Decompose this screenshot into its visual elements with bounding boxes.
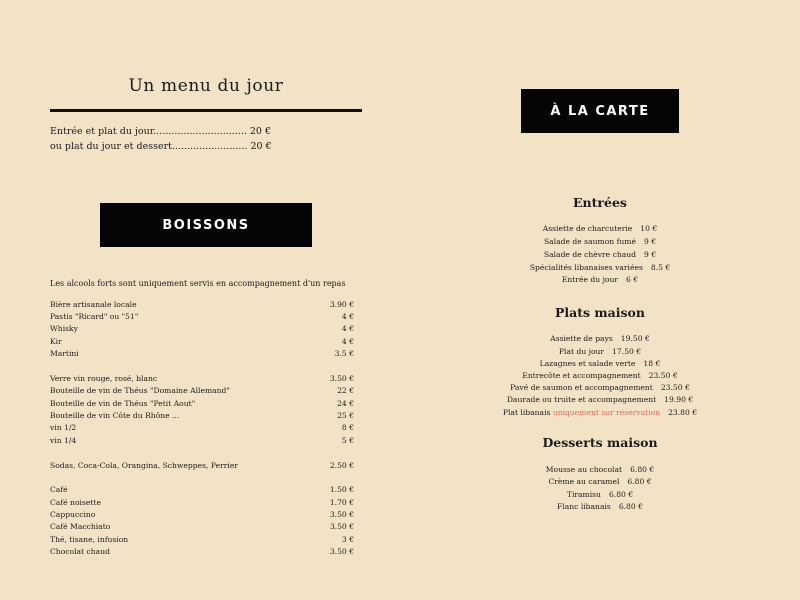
drink-name: Bouteille de vin Côte du Rhône ... xyxy=(50,411,180,420)
menu-du-jour-line: ou plat du jour et dessert......................... 20 € xyxy=(50,141,272,152)
item-name: Daurade ou truite et accompagnement xyxy=(506,395,657,404)
drink-price: 3.90 € xyxy=(329,300,354,309)
item-name: Plat libanais xyxy=(502,408,551,417)
item-name: Lazagnes et salade verte xyxy=(539,359,636,368)
menu-item xyxy=(440,407,760,419)
boissons-heading-label: BOISSONS xyxy=(162,217,250,233)
item-price: 6.80 € xyxy=(608,490,634,499)
drink-price: 4 € xyxy=(341,324,354,333)
drink-price: 3.50 € xyxy=(329,510,354,519)
drink-name: vin 1/4 xyxy=(50,436,77,445)
menu-item xyxy=(440,249,760,261)
drink-price: 3 € xyxy=(341,535,354,544)
drink-price: 3.5 € xyxy=(334,349,354,358)
item-price: 9 € xyxy=(643,237,657,246)
item-price: 6.80 € xyxy=(627,477,652,486)
drink-item xyxy=(50,373,354,385)
drink-item xyxy=(50,410,354,422)
drink-price: 1.70 € xyxy=(329,498,354,507)
menu-item xyxy=(440,476,760,488)
menu-item xyxy=(440,370,760,382)
boissons-heading xyxy=(100,203,312,247)
drink-price: 4 € xyxy=(341,312,354,321)
menu-item xyxy=(440,394,760,406)
drink-price: 24 € xyxy=(337,399,354,408)
menu-item xyxy=(440,464,760,476)
drink-price: 3.50 € xyxy=(329,374,354,383)
item-price: 6.80 € xyxy=(630,465,655,474)
item-name: Tiramisu xyxy=(566,490,601,499)
drink-item xyxy=(50,311,354,323)
item-price: 18 € xyxy=(643,359,661,368)
item-name: Crème au caramel xyxy=(548,477,620,486)
item-name: Entrée du jour xyxy=(561,275,619,284)
menu-du-jour-line: Entrée et plat du jour............................... 20 € xyxy=(50,126,272,137)
drink-price: 8 € xyxy=(341,423,354,432)
drink-price: 25 € xyxy=(337,411,354,420)
drink-name: Café noisette xyxy=(50,498,101,507)
drink-price: 22 € xyxy=(337,386,354,395)
item-price: 6.80 € xyxy=(618,502,643,511)
drink-item xyxy=(50,546,354,558)
reservation-note: uniquement sur réservation xyxy=(552,408,661,417)
drink-item xyxy=(50,521,354,533)
drink-name: vin 1/2 xyxy=(50,423,77,432)
item-price: 23.50 € xyxy=(660,383,690,392)
item-price: 23.80 € xyxy=(668,408,698,417)
item-name: Spécialités libanaises variées xyxy=(529,263,643,272)
item-price: 19.50 € xyxy=(620,334,650,343)
drink-name: Bouteille de vin de Théus "Petit Aout" xyxy=(50,399,196,408)
menu-item xyxy=(440,346,760,358)
drink-name: Bière artisanale locale xyxy=(50,300,137,309)
drink-item xyxy=(50,497,354,509)
drink-item xyxy=(50,460,354,472)
item-price: 17.50 € xyxy=(612,347,642,356)
a-la-carte-heading xyxy=(521,89,679,133)
drink-name: Cappuccino xyxy=(50,510,96,519)
item-name: Salade de saumon fumé xyxy=(543,237,636,246)
item-name: Pavé de saumon et accompagnement xyxy=(510,383,653,392)
item-price: 19.90 € xyxy=(664,395,694,404)
drink-price: 1.50 € xyxy=(329,485,354,494)
drink-price: 3.50 € xyxy=(329,547,354,556)
menu-item xyxy=(440,489,760,501)
drink-name: Verre vin rouge, rosé, blanc xyxy=(50,374,158,383)
drink-item xyxy=(50,509,354,521)
menu-item xyxy=(440,262,760,274)
drink-price: 3.50 € xyxy=(329,522,354,531)
drink-item xyxy=(50,323,354,335)
item-price: 9 € xyxy=(644,250,657,259)
item-price: 23.50 € xyxy=(648,371,678,380)
drink-name: Martini xyxy=(50,349,79,358)
drink-name: Bouteille de vin de Théus "Domaine Allemand" xyxy=(50,386,230,395)
drink-item xyxy=(50,299,354,311)
menu-du-jour-title: Un menu du jour xyxy=(128,76,284,96)
item-name: Mousse au chocolat xyxy=(545,465,623,474)
drink-price: 4 € xyxy=(341,337,354,346)
menu-item xyxy=(440,333,760,345)
entrees-title: Entrées xyxy=(573,195,627,210)
drink-name: Thé, tisane, infusion xyxy=(50,535,129,544)
menu-item xyxy=(440,358,760,370)
menu-item xyxy=(440,223,760,235)
item-price: 8.5 € xyxy=(650,263,671,272)
item-price: 6 € xyxy=(626,275,639,284)
drink-item xyxy=(50,534,354,546)
drink-price: 2.50 € xyxy=(329,461,354,470)
drink-name: Kir xyxy=(50,337,62,346)
drink-name: Whisky xyxy=(50,324,78,333)
menu-du-jour-divider xyxy=(50,109,362,112)
a-la-carte-heading-label: À LA CARTE xyxy=(550,103,650,119)
drink-name: Café Macchiato xyxy=(50,522,111,531)
item-name: Entrecôte et accompagnement xyxy=(522,371,641,380)
drink-name: Sodas, Coca-Cola, Orangina, Schweppes, Perrier xyxy=(50,461,238,470)
drink-item xyxy=(50,484,354,496)
drink-item xyxy=(50,435,354,447)
drink-item xyxy=(50,336,354,348)
drink-item xyxy=(50,348,354,360)
menu-item xyxy=(440,274,760,286)
desserts-maison-title: Desserts maison xyxy=(542,435,658,450)
item-name: Flanc libanais xyxy=(557,502,611,511)
drink-item xyxy=(50,422,354,434)
drink-name: Pastis "Ricard" ou "51" xyxy=(50,312,139,321)
drink-name: Chocolat chaud xyxy=(50,547,110,556)
menu-item xyxy=(440,236,760,248)
item-name: Assiette de pays xyxy=(550,334,613,343)
item-name: Salade de chèvre chaud xyxy=(543,250,637,259)
item-price: 10 € xyxy=(640,224,658,233)
item-name: Assiette de charcuterie xyxy=(542,224,633,233)
drink-item xyxy=(50,398,354,410)
plats-maison-title: Plats maison xyxy=(555,305,645,320)
drink-item xyxy=(50,385,354,397)
drink-name: Café xyxy=(50,485,68,494)
menu-item xyxy=(440,501,760,513)
drink-price: 5 € xyxy=(341,436,354,445)
item-name: Plat du jour xyxy=(558,347,605,356)
menu-item xyxy=(440,382,760,394)
alcohol-note: Les alcools forts sont uniquement servis en accompagnement d'un repas xyxy=(50,279,346,288)
